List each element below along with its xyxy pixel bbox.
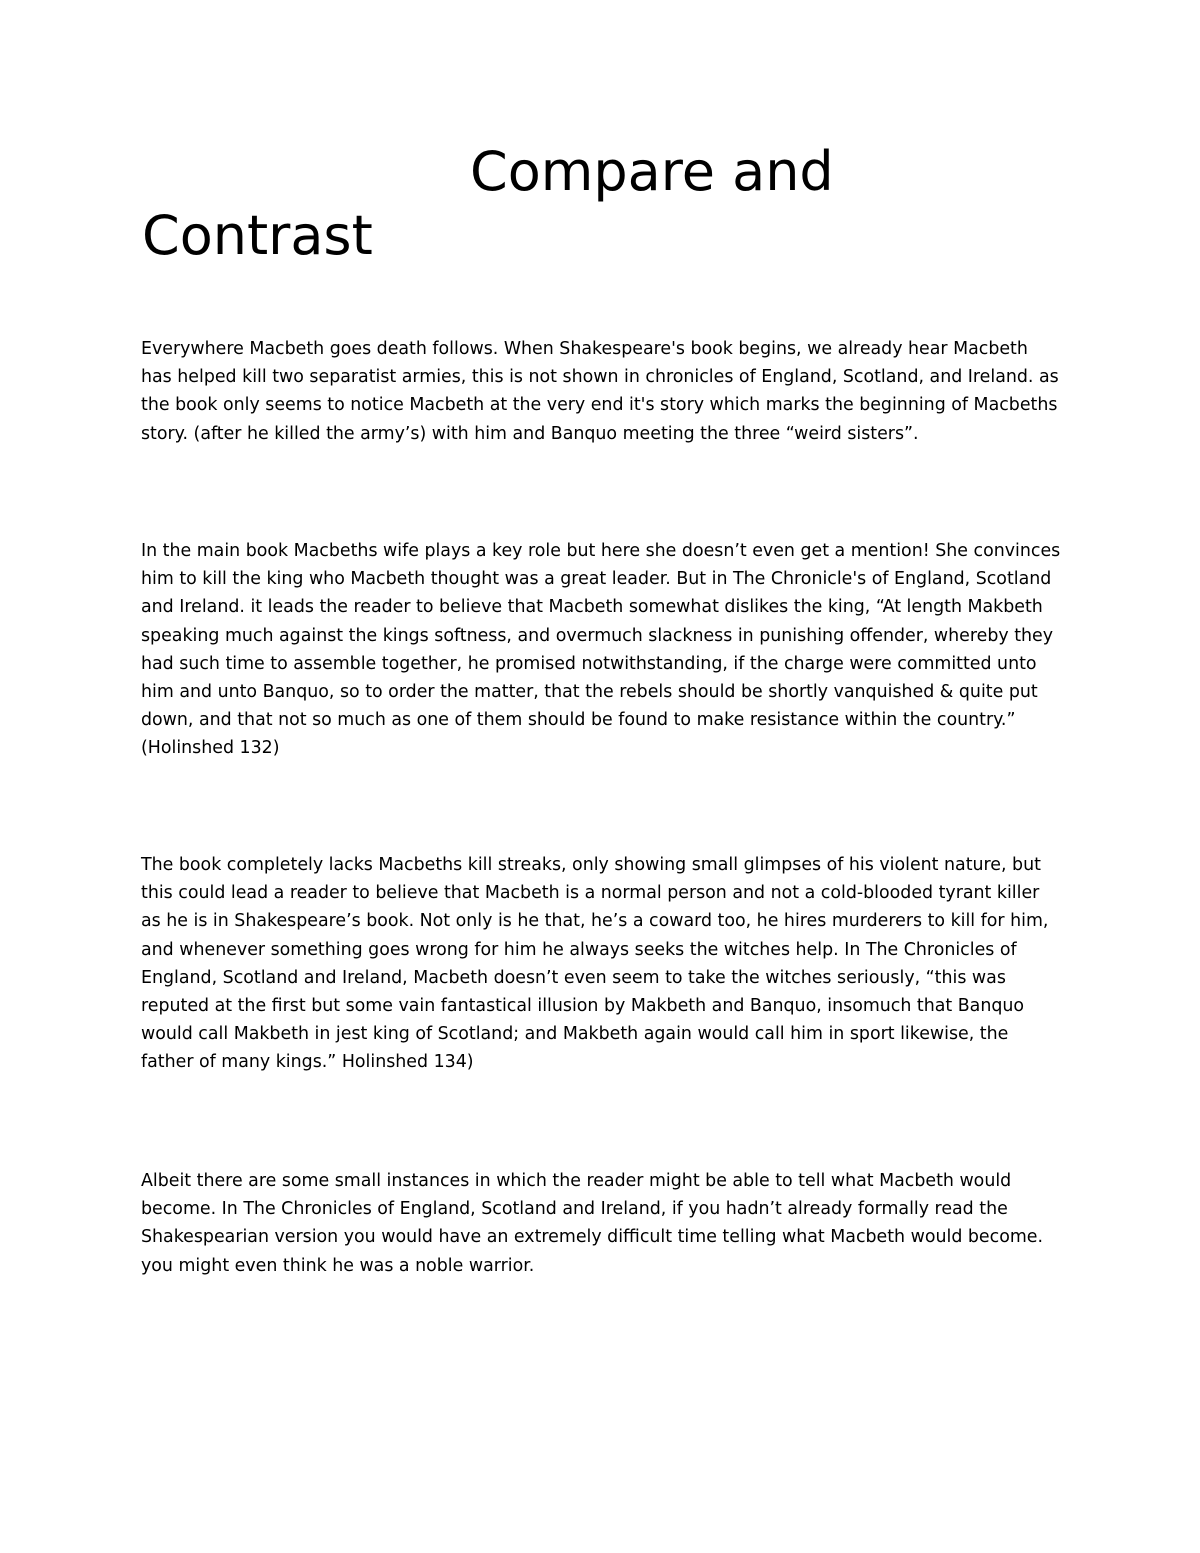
paragraph-4: Albeit there are some small instances in which the reader might be able to tell what Macbeth would become. In The Chronicles of England, Scotland and Ireland, if you hadn’t already formally read the Shakespearian version you would have an extremely difficult time telling what Macbeth would become. you might even think he was a noble warrior.	[141, 1171, 1044, 1276]
paragraph-1: Everywhere Macbeth goes death follows. When Shakespeare's book begins, we already hear Macbeth has helped kill two separatist armies, this is not shown in chronicles of England, Scotland, and Ireland. as the book only seems to notice Macbeth at the very end it's story which marks the beginning of Macbeths story. (after he killed the army’s) with him and Banquo meeting the three “weird sisters”.	[141, 339, 1059, 444]
paragraph-2: In the main book Macbeths wife plays a key role but here she doesn’t even get a mention! She convinces him to kill the king who Macbeth thought was a great leader. But in The Chronicle's of England, Scotland and Ireland. it leads the reader to believe that Macbeth somewhat dislikes the king, “At length Makbeth speaking much against the kings softness, and overmuch slackness in punishing offender, whereby they had such time to assemble together, he promised notwithstanding, if the charge were committed unto him and unto Banquo, so to order the matter, that the rebels should be shortly vanquished & quite put down, and that not so much as one of them should be found to make resistance within the country.” (Holinshed 132)	[141, 541, 1061, 759]
document-title: Compare and Contrast	[142, 140, 834, 267]
paragraph-3: The book completely lacks Macbeths kill streaks, only showing small glimpses of his violent nature, but this could lead a reader to believe that Macbeth is a normal person and not a cold-blooded tyrant killer as he is in Shakespeare’s book. Not only is he that, he’s a coward too, he hires murderers to kill for him, and whenever something goes wrong for him he always seeks the witches help. In The Chronicles of England, Scotland and Ireland, Macbeth doesn’t even seem to take the witches seriously, “this was reputed at the first but some vain fantastical illusion by Makbeth and Banquo, insomuch that Banquo would call Makbeth in jest king of Scotland; and Makbeth again would call him in sport likewise, the father of many kings.” Holinshed 134)	[141, 855, 1049, 1073]
